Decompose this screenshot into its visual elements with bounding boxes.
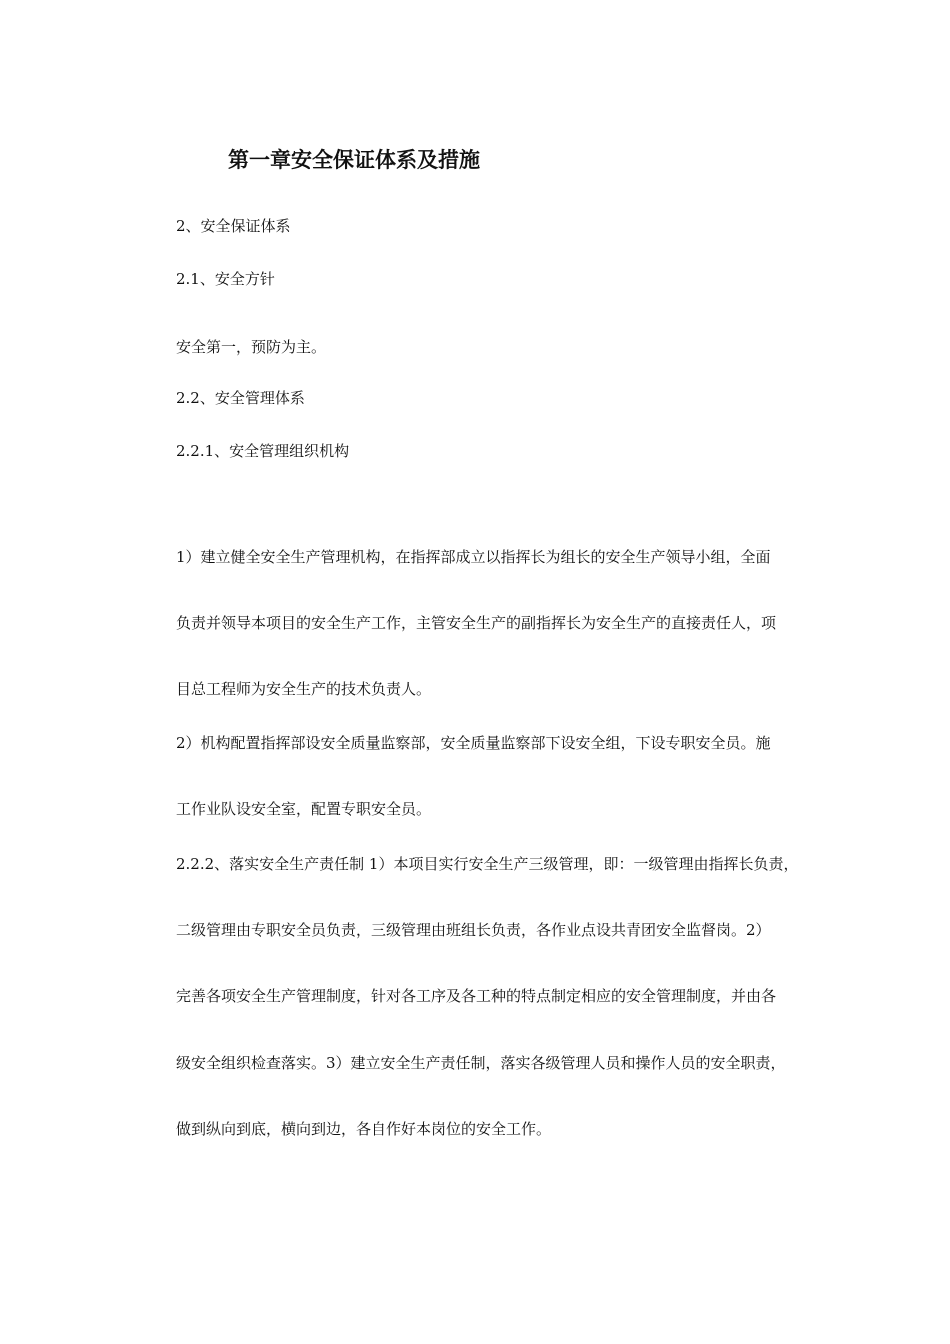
paragraph-line: 工作业队设安全室，配置专职安全员。 <box>176 800 432 818</box>
paragraph-line: 目总工程师为安全生产的技术负责人。 <box>176 680 432 698</box>
paragraph-line: 二级管理由专职安全员负责，三级管理由班组长负责，各作业点设共青团安全监督岗。2） <box>176 921 771 939</box>
section-heading: 2、安全保证体系 <box>176 217 291 235</box>
paragraph-line: 2.2.2、落实安全生产责任制 1）本项目实行安全生产三级管理，即：一级管理由指挥长负责， <box>176 855 799 873</box>
paragraph-line: 级安全组织检查落实。3）建立安全生产责任制，落实各级管理人员和操作人员的安全职责， <box>176 1054 786 1072</box>
paragraph-line: 2）机构配置指挥部设安全质量监察部，安全质量监察部下设安全组，下设专职安全员。施 <box>176 734 771 752</box>
subsection-heading: 2.2.1、安全管理组织机构 <box>176 442 350 460</box>
paragraph-line: 1）建立健全安全生产管理机构，在指挥部成立以指挥长为组长的安全生产领导小组，全面 <box>176 548 771 566</box>
subsection-heading: 2.2、安全管理体系 <box>176 389 305 407</box>
paragraph-line: 做到纵向到底，横向到边，各自作好本岗位的安全工作。 <box>176 1120 552 1138</box>
paragraph-line: 完善各项安全生产管理制度，针对各工序及各工种的特点制定相应的安全管理制度，并由各 <box>176 987 777 1005</box>
subsection-heading: 2.1、安全方针 <box>176 270 275 288</box>
paragraph-line: 负责并领导本项目的安全生产工作，主管安全生产的副指挥长为安全生产的直接责任人，项 <box>176 614 777 632</box>
chapter-title: 第一章安全保证体系及措施 <box>228 148 480 172</box>
paragraph-line: 安全第一，预防为主。 <box>176 338 327 356</box>
